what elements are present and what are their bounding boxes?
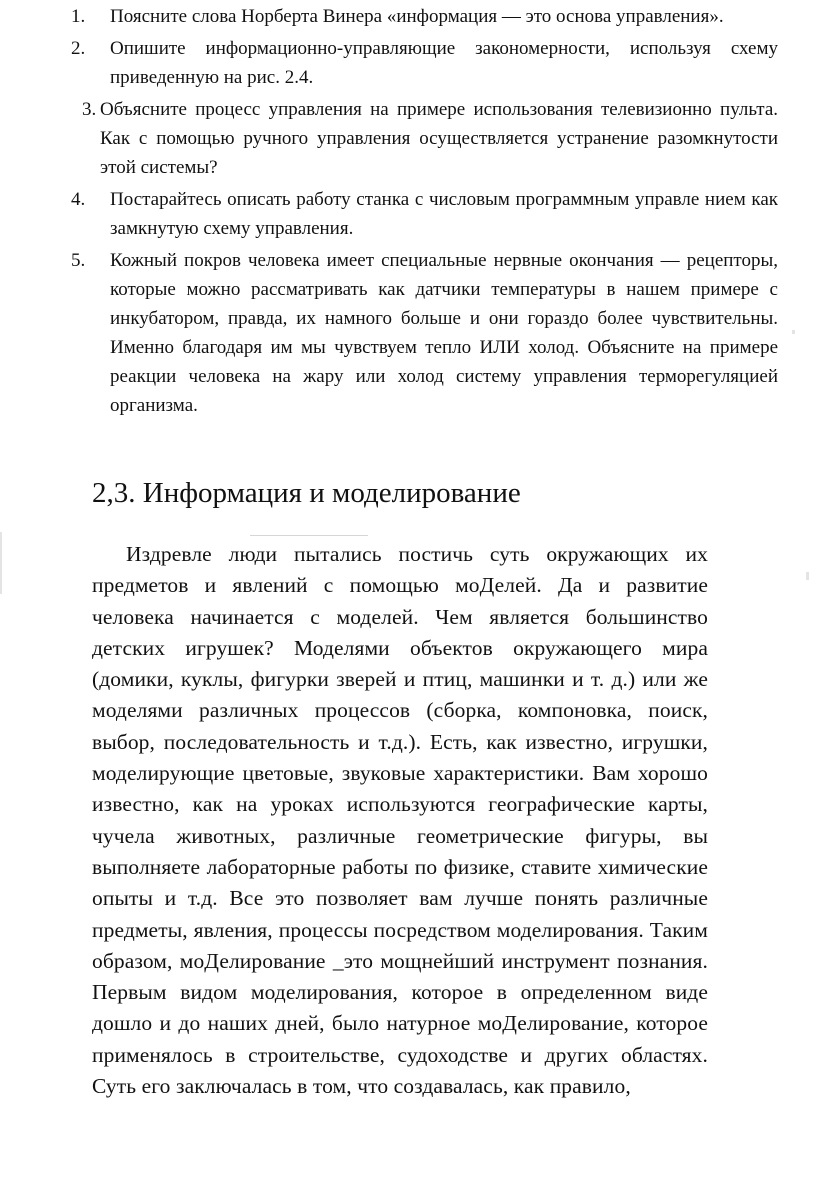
scan-artifact [806,572,809,580]
body-paragraph: Издревле люди пытались постичь суть окружающих их предметов и явлений с помощью моДелей. Да и развитие человека начинается с моделей. Чем является большинство детских игрушек? Моделями объектов окружающего мира (домики, куклы, фигурки зверей и птиц, машинки и т. д.) или же моделями различных процессов (сборка, компоновка, поиск, выбор, последовательность и т.д.). Есть, как известно, игрушки, моделирующие цветовые, звуковые характеристики. Вам хорошо известно, как на уроках используются географические карты, чучела животных, различные геометрические фигуры, вы выполняете лабораторные работы по физике, ставите химические опыты и т.д. Все это позволяет вам лучше понять различные предметы, явления, процессы посредством моделирования. Таким образом, моДелирование _это мощнейший инструмент познания. Первым видом моделирования, которое в определенном виде дошло и до наших дней, было натурное моДелирование, которое применялось в строительстве, судоходстве и других областях. Суть его заключалась в том, что создавалась, как правило, [92,542,708,1099]
question-number: 2. [71,38,86,59]
question-item [62,246,778,420]
question-item [62,34,778,92]
section-title: 2,3. Информация и моделирование [92,477,521,509]
title-divider [250,535,368,536]
question-text: Кожный покров человека имеет специальные нервные окончания — рецепторы, которые можно рассматривать как датчики температуры в нашем примере с инкубатором, правда, их намного больше и они гораздо более чувствительны. Именно благодаря им мы чувствуем тепло ИЛИ холод. Объясните на примере реакции человека на жару или холод систему управления терморегуляцией организма. [110,250,778,416]
scan-artifact [792,330,795,334]
question-number: 5. [71,250,86,271]
question-number: 3. [82,99,97,120]
question-text: Объясните процесс управления на примере использования телевизионно пульта. Как с помощью ручного управления осуществляется устранение разомкнутости этой системы? [100,99,778,178]
question-number: 4. [71,189,86,210]
question-text: Опишите информационно-управляющие закономерности, используя схему приведенную на рис. 2.4. [110,38,778,88]
question-item [62,2,778,31]
question-number: 1. [71,6,86,27]
question-item [62,95,778,182]
question-text: Постарайтесь описать работу станка с числовым программным управле нием как замкнутую схему управления. [110,189,778,239]
question-text: Поясните слова Норберта Винера «информация — это основа управления». [110,6,724,27]
question-list [62,2,778,423]
question-item [62,185,778,243]
scan-artifact [0,532,2,594]
